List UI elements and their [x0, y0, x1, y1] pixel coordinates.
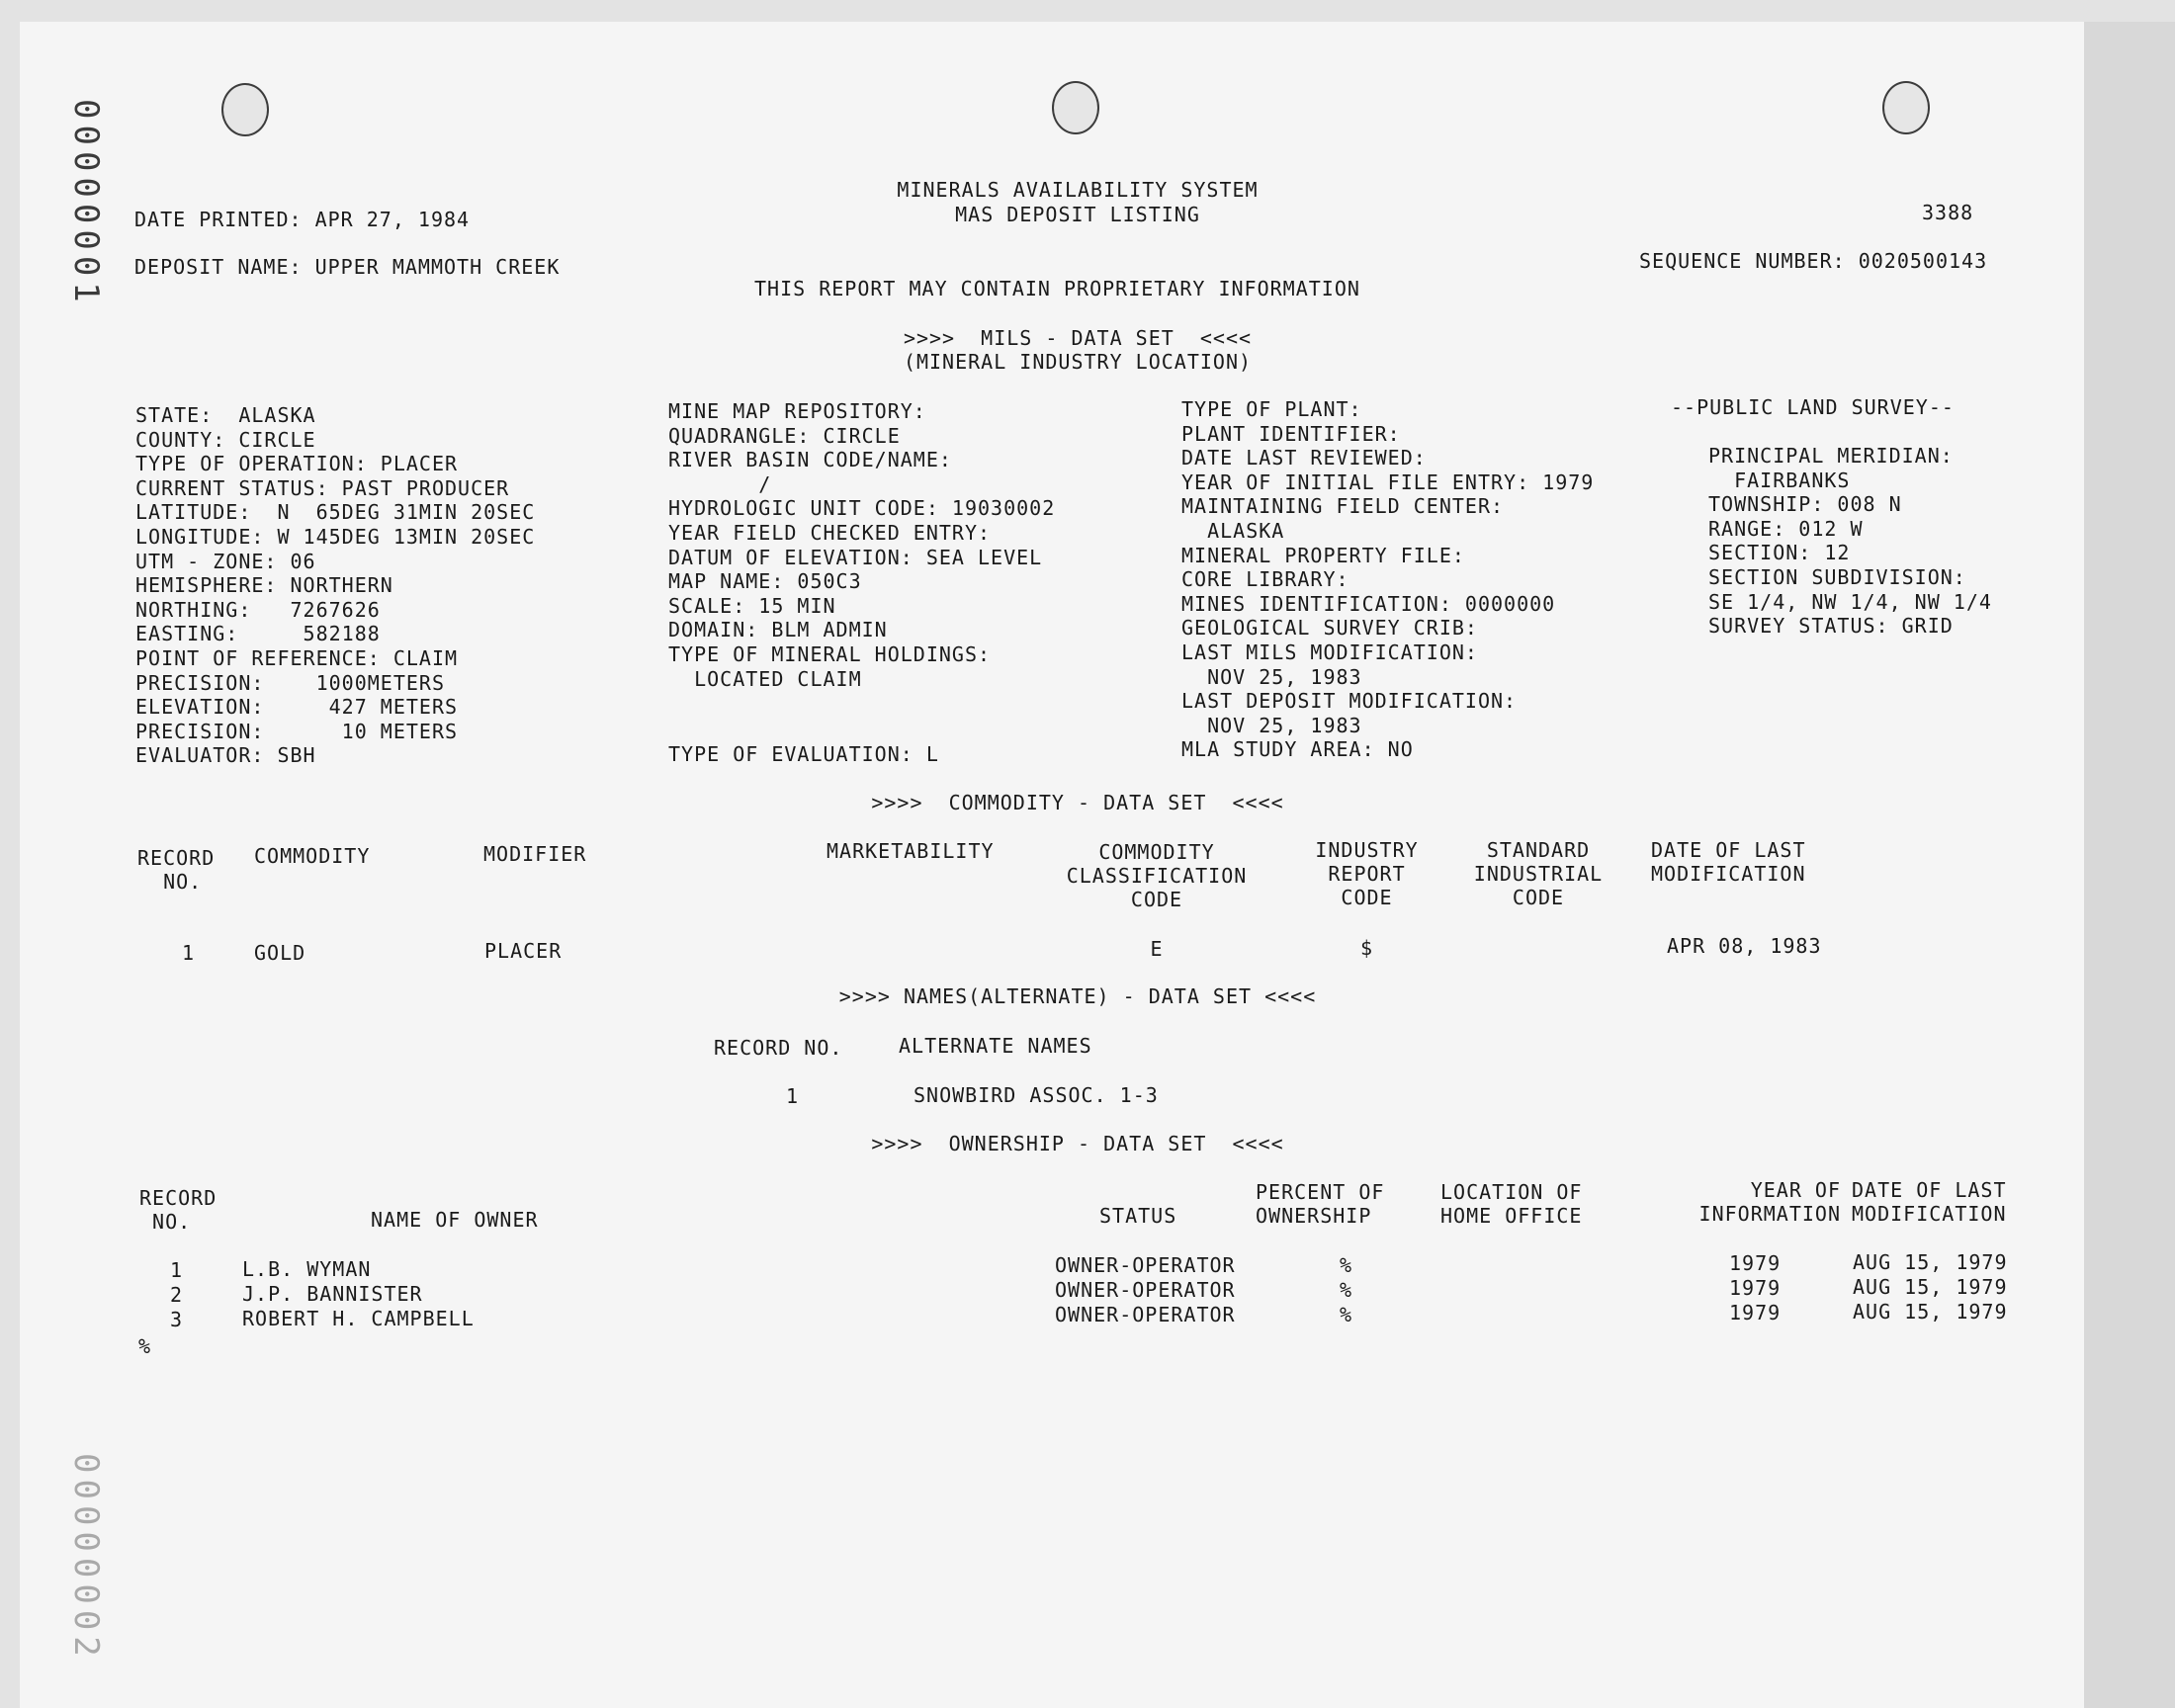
ownership-header-status: STATUS	[1099, 1204, 1177, 1228]
ownership-cell-year: 1979	[1729, 1276, 1782, 1300]
commodity-cell-date-mod: APR 08, 1983	[1667, 934, 1822, 958]
commodity-header-commodity: COMMODITY	[254, 844, 371, 868]
system-title: MINERALS AVAILABILITY SYSTEM	[897, 178, 1259, 202]
mils-col1-line: STATE: ALASKA	[135, 403, 316, 427]
mils-col3-line: LAST DEPOSIT MODIFICATION:	[1181, 689, 1518, 714]
punch-hole-left	[221, 83, 269, 136]
deposit-name: DEPOSIT NAME: UPPER MAMMOTH CREEK	[134, 255, 561, 279]
mils-col3-line: MINERAL PROPERTY FILE:	[1181, 543, 1465, 567]
date-printed: DATE PRINTED: APR 27, 1984	[134, 208, 471, 231]
mils-col3-line: NOV 25, 1983	[1181, 664, 1362, 689]
mils-col4-line: RANGE: 012 W	[1708, 516, 1864, 541]
ownership-cell-year: 1979	[1729, 1301, 1782, 1324]
names-header-alternate: ALTERNATE NAMES	[899, 1034, 1092, 1058]
ownership-cell-name: ROBERT H. CAMPBELL	[242, 1307, 475, 1330]
mils-col2-line: LOCATED CLAIM	[668, 666, 862, 691]
ownership-heading: >>>> OWNERSHIP - DATA SET <<<<	[871, 1132, 1284, 1155]
mils-col1-line: NORTHING: 7267626	[135, 597, 381, 622]
mils-col1-line: EASTING: 582188	[135, 622, 381, 646]
ownership-cell-name: J.P. BANNISTER	[242, 1282, 423, 1306]
names-cell-record-no: 1	[786, 1084, 800, 1108]
mils-col3-line: MINES IDENTIFICATION: 0000000	[1181, 591, 1556, 616]
mils-col3-line: MLA STUDY AREA: NO	[1181, 737, 1414, 762]
mils-col1-line: TYPE OF OPERATION: PLACER	[135, 452, 459, 476]
ownership-cell-status: OWNER-OPERATOR	[1055, 1303, 1236, 1326]
mils-col3-line: LAST MILS MODIFICATION:	[1181, 640, 1478, 664]
ownership-header-percent: PERCENT OF OWNERSHIP	[1256, 1180, 1385, 1228]
mils-col1-line: PRECISION: 10 METERS	[135, 719, 459, 743]
commodity-cell-modifier: PLACER	[484, 939, 563, 963]
mils-heading: >>>> MILS - DATA SET <<<<	[903, 326, 1253, 350]
commodity-header-industry: INDUSTRY REPORT CODE	[1315, 838, 1419, 909]
mils-col3-line: YEAR OF INITIAL FILE ENTRY: 1979	[1181, 470, 1595, 494]
mils-col4-line: SECTION SUBDIVISION:	[1708, 565, 1966, 589]
commodity-cell-commodity: GOLD	[254, 941, 306, 965]
ownership-header-name: NAME OF OWNER	[371, 1208, 539, 1232]
ownership-header-record-no: RECORD NO.	[139, 1186, 218, 1234]
type-of-evaluation: TYPE OF EVALUATION: L	[668, 742, 939, 766]
mils-col3-line: CORE LIBRARY:	[1181, 567, 1349, 592]
mils-col2-line: /	[668, 471, 772, 496]
mils-col2-line: DATUM OF ELEVATION: SEA LEVEL	[668, 545, 1043, 569]
mils-col4-line: SURVEY STATUS: GRID	[1708, 614, 1954, 639]
commodity-header-modifier: MODIFIER	[483, 842, 587, 866]
footer-percent-mark: %	[138, 1334, 152, 1358]
mils-col4-line: FAIRBANKS	[1708, 468, 1851, 492]
ownership-cell-record-no: 3	[170, 1308, 184, 1331]
mils-col1-line: LONGITUDE: W 145DEG 13MIN 20SEC	[135, 525, 536, 549]
mils-col3-line: PLANT IDENTIFIER:	[1181, 421, 1401, 446]
mils-col3-line: MAINTAINING FIELD CENTER:	[1181, 494, 1505, 519]
mils-col2-line: RIVER BASIN CODE/NAME:	[668, 448, 952, 472]
mils-col1-line: PRECISION: 1000METERS	[135, 670, 445, 695]
ownership-header-location: LOCATION OF HOME OFFICE	[1440, 1180, 1583, 1228]
mils-col3-line: NOV 25, 1983	[1181, 713, 1362, 737]
sequence-number: SEQUENCE NUMBER: 0020500143	[1639, 249, 1988, 273]
ownership-cell-percent: %	[1340, 1253, 1353, 1277]
mils-col1-line: CURRENT STATUS: PAST PRODUCER	[135, 475, 510, 500]
commodity-header-marketability: MARKETABILITY	[826, 839, 995, 863]
commodity-header-sic: STANDARD INDUSTRIAL CODE	[1473, 838, 1604, 909]
commodity-heading: >>>> COMMODITY - DATA SET <<<<	[871, 791, 1284, 814]
mils-col2-line: DOMAIN: BLM ADMIN	[668, 618, 888, 642]
punch-hole-right	[1882, 81, 1930, 134]
ownership-cell-percent: %	[1340, 1303, 1353, 1326]
ownership-cell-status: OWNER-OPERATOR	[1055, 1278, 1236, 1302]
mils-col2-line: SCALE: 15 MIN	[668, 593, 836, 618]
mils-subheading: (MINERAL INDUSTRY LOCATION)	[903, 350, 1253, 374]
ownership-header-year: YEAR OF INFORMATION	[1698, 1178, 1841, 1226]
mils-col4-line: SECTION: 12	[1708, 541, 1851, 565]
ownership-cell-date-mod: AUG 15, 1979	[1853, 1250, 2008, 1274]
commodity-header-record-no: RECORD NO.	[137, 846, 216, 894]
ownership-cell-year: 1979	[1729, 1251, 1782, 1275]
commodity-cell-industry: $	[1359, 936, 1374, 960]
page-number: 3388	[1922, 201, 1974, 224]
commodity-header-date-mod: DATE OF LAST MODIFICATION	[1651, 838, 1806, 886]
mils-col1-line: LATITUDE: N 65DEG 31MIN 20SEC	[135, 500, 536, 525]
mils-col2-line: HYDROLOGIC UNIT CODE: 19030002	[668, 496, 1056, 521]
mils-col3-line: DATE LAST REVIEWED:	[1181, 446, 1427, 470]
mils-col1-line: EVALUATOR: SBH	[135, 743, 316, 768]
mils-col2-line: MINE MAP REPOSITORY:	[668, 399, 926, 423]
ownership-cell-date-mod: AUG 15, 1979	[1853, 1275, 2008, 1299]
mils-col1-line: COUNTY: CIRCLE	[135, 427, 316, 452]
mils-col3-line: TYPE OF PLANT:	[1181, 397, 1362, 421]
mils-col1-line: POINT OF REFERENCE: CLAIM	[135, 646, 459, 670]
mils-col1-line: HEMISPHERE: NORTHERN	[135, 573, 393, 598]
listing-title: MAS DEPOSIT LISTING	[955, 203, 1200, 226]
side-stamp-bottom: 00000002	[66, 1453, 106, 1663]
punch-hole-center	[1052, 81, 1099, 134]
names-heading: >>>> NAMES(ALTERNATE) - DATA SET <<<<	[838, 984, 1317, 1008]
mils-col2-line: TYPE OF MINERAL HOLDINGS:	[668, 642, 992, 666]
names-cell-name: SNOWBIRD ASSOC. 1-3	[914, 1083, 1159, 1107]
commodity-cell-record-no: 1	[182, 941, 196, 965]
ownership-header-date-mod: DATE OF LAST MODIFICATION	[1852, 1178, 2007, 1226]
mils-col4-line: SE 1/4, NW 1/4, NW 1/4	[1708, 589, 1992, 614]
mils-col3-line: GEOLOGICAL SURVEY CRIB:	[1181, 616, 1478, 640]
mils-col2-line: QUADRANGLE: CIRCLE	[668, 423, 901, 448]
mils-col2-line: MAP NAME: 050C3	[668, 569, 862, 594]
ownership-cell-status: OWNER-OPERATOR	[1055, 1253, 1236, 1277]
ownership-cell-record-no: 1	[170, 1258, 184, 1282]
mils-col2-line: YEAR FIELD CHECKED ENTRY:	[668, 521, 992, 545]
side-stamp-top: 00000001	[66, 99, 106, 308]
mils-col1-line: ELEVATION: 427 METERS	[135, 695, 459, 720]
ownership-cell-percent: %	[1340, 1278, 1353, 1302]
ownership-cell-record-no: 2	[170, 1283, 184, 1307]
ownership-cell-name: L.B. WYMAN	[242, 1257, 372, 1281]
ownership-cell-date-mod: AUG 15, 1979	[1853, 1300, 2008, 1324]
proprietary-notice: THIS REPORT MAY CONTAIN PROPRIETARY INFORMATION	[754, 277, 1360, 300]
mils-col4-line: TOWNSHIP: 008 N	[1708, 492, 1902, 517]
mils-col1-line: UTM - ZONE: 06	[135, 549, 316, 573]
mils-col3-line: ALASKA	[1181, 519, 1285, 543]
public-land-survey-heading: --PUBLIC LAND SURVEY--	[1671, 395, 1955, 419]
commodity-cell-classification: E	[1150, 937, 1164, 961]
mils-col4-line: PRINCIPAL MERIDIAN:	[1708, 444, 1954, 468]
names-header-record-no: RECORD NO.	[714, 1036, 843, 1060]
commodity-header-classification: COMMODITY CLASSIFICATION CODE	[1066, 840, 1248, 911]
